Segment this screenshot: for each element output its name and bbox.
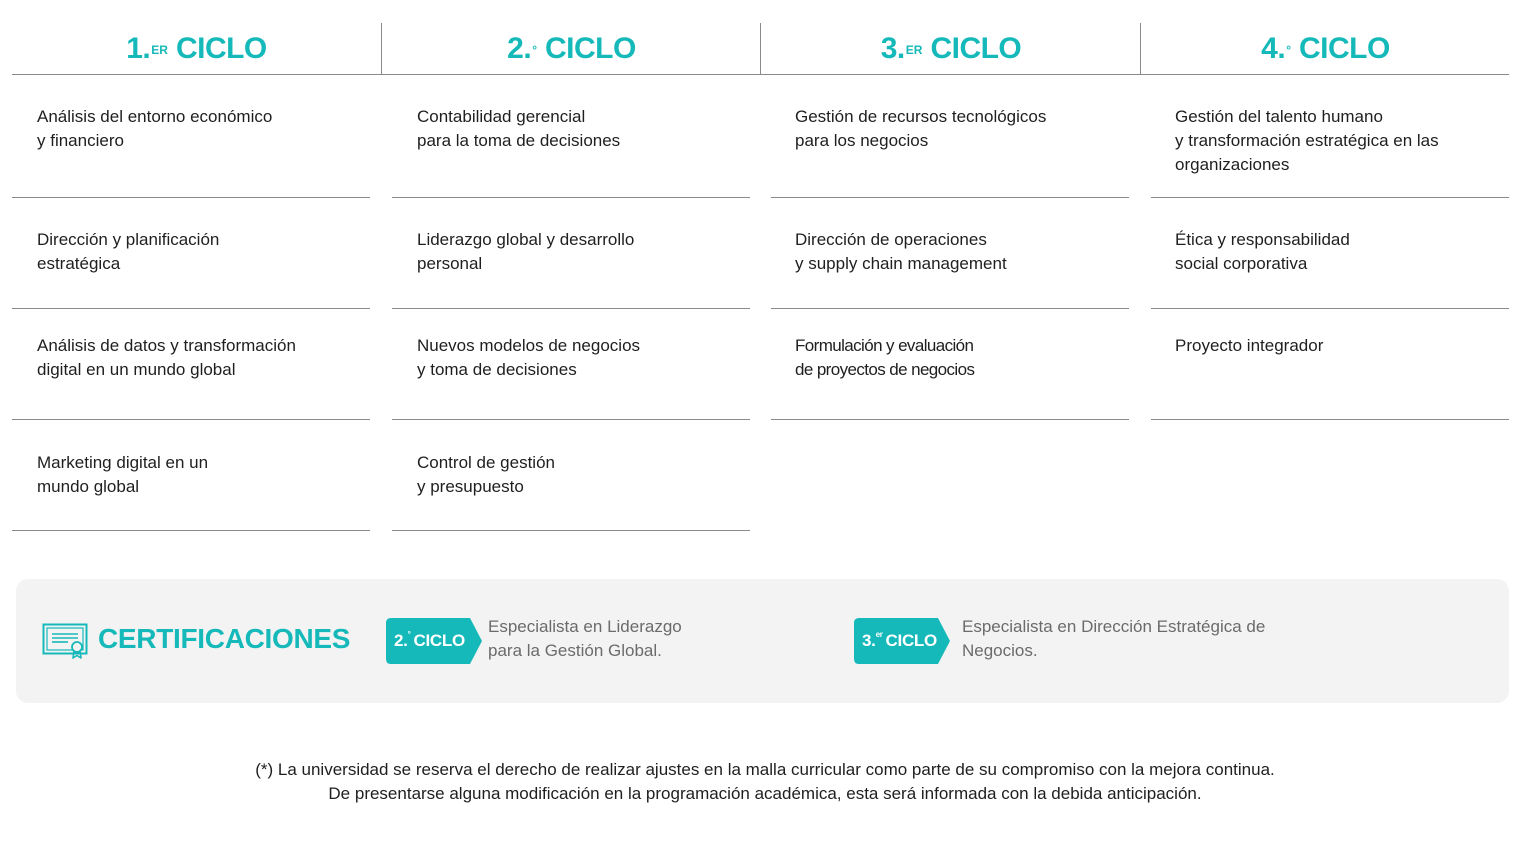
course-name: Análisis del entorno económico y financiero [37, 107, 273, 150]
course-item [392, 198, 750, 309]
cycle-1-title: 1.$^{ER}$ CICLO [126, 32, 267, 65]
course-item [12, 309, 370, 420]
course-name: Análisis de datos y transformación digital en un mundo global [37, 336, 296, 379]
course-name: Nuevos modelos de negocios y toma de decisiones [417, 336, 641, 379]
cycle-3-header [760, 23, 1141, 74]
cycle-4-header [1140, 23, 1510, 74]
course-name: Proyecto integrador [1175, 336, 1324, 355]
footnote [0, 758, 1530, 806]
course-item [771, 74, 1129, 198]
cycle-2-badge [386, 618, 482, 664]
course-item [392, 74, 750, 198]
course-name: Dirección de operaciones y supply chain management [795, 230, 1007, 273]
footnote-line: (*) La universidad se reserva el derecho de realizar ajustes en la malla curricular como parte de su compromiso con la mejora continua. [255, 760, 1275, 779]
course-name: Marketing digital en un mundo global [37, 453, 209, 496]
cycle-2-header [381, 23, 761, 74]
certification-description: Especialista en Dirección Estratégica de Negocios. [962, 617, 1266, 660]
cycle-1-header [12, 23, 381, 74]
course-name: Liderazgo global y desarrollo personal [417, 230, 635, 273]
certificate-icon [42, 623, 90, 659]
cycle-2-title: 2.° CICLO [507, 32, 636, 65]
certifications-title: CERTIFICACIONES [98, 623, 351, 654]
course-name: Control de gestión y presupuesto [417, 453, 555, 496]
badge-label: 3.$^{er}$ CICLO [862, 630, 937, 650]
certification-description: Especialista en Liderazgo para la Gestión Global. [488, 617, 682, 660]
cycle-headers [12, 23, 1509, 75]
course-item [12, 420, 370, 531]
course-item [771, 309, 1129, 420]
course-item [1151, 74, 1509, 198]
certifications-panel [16, 579, 1509, 703]
cycle-4-title: 4.° CICLO [1261, 32, 1390, 65]
course-name: Gestión del talento humano y transformación estratégica en las organizaciones [1175, 107, 1439, 174]
course-item [392, 309, 750, 420]
footnote-line: De presentarse alguna modificación en la programación académica, esta será informada con la debida anticipación. [328, 784, 1202, 803]
cycle-3-badge [854, 618, 950, 664]
course-item [1151, 198, 1509, 309]
course-item [12, 198, 370, 309]
course-item [392, 420, 750, 531]
course-name: Dirección y planificación estratégica [37, 230, 220, 273]
course-name: Contabilidad gerencial para la toma de decisiones [417, 107, 621, 150]
course-item [771, 198, 1129, 309]
badge-label: 2.° CICLO [394, 630, 465, 650]
course-item [12, 74, 370, 198]
course-item [1151, 309, 1509, 420]
cycle-3-title: 3.$^{ER}$ CICLO [880, 32, 1022, 65]
course-name: Formulación y evaluación de proyectos de negocios [795, 336, 975, 379]
course-name: Ética y responsabilidad social corporativa [1175, 230, 1350, 273]
course-name: Gestión de recursos tecnológicos para los negocios [795, 107, 1047, 150]
